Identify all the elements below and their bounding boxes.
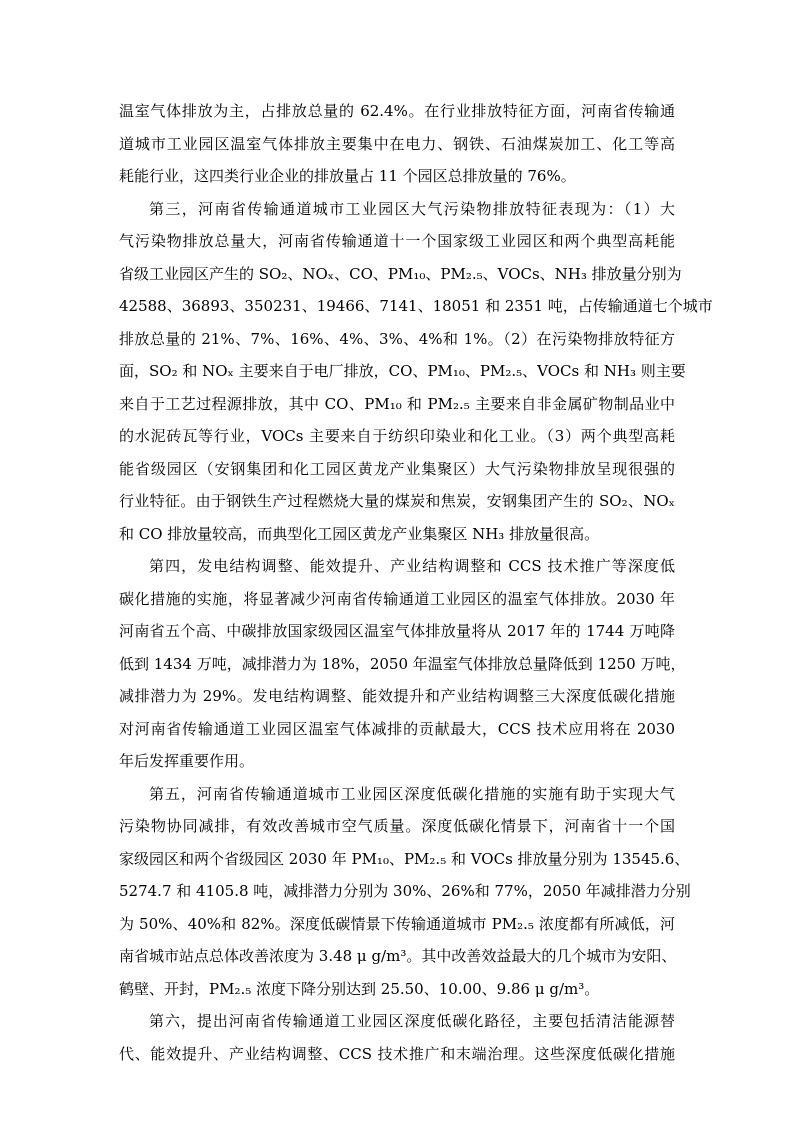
text-line: 气污染物排放总量大，河南省传输通道十一个国家级工业园区和两个典型高耗能	[119, 232, 675, 250]
text-line: 对河南省传输通道工业园区温室气体减排的贡献最大，CCS 技术应用将在 2030	[119, 720, 675, 738]
text-line: 行业特征。由于钢铁生产过程燃烧大量的煤炭和焦炭，安钢集团产生的 SO₂、NOₓ	[119, 492, 675, 510]
text-line: 第五，河南省传输通道城市工业园区深度低碳化措施的实施有助于实现大气	[149, 785, 675, 803]
text-line: 碳化措施的实施，将显著减少河南省传输通道工业园区的温室气体排放。2030 年	[119, 590, 675, 608]
text-line: 面，SO₂ 和 NOₓ 主要来自于电厂排放，CO、PM₁₀、PM₂.₅、VOCs 和 NH₃ 则主要	[119, 362, 686, 380]
text-line: 耗能行业，这四类行业企业的排放量占 11 个园区总排放量的 76%。	[119, 167, 576, 185]
text-line: 第六，提出河南省传输通道工业园区深度低碳化路径，主要包括清洁能源替	[149, 1012, 675, 1030]
text-line: 污染物协同减排，有效改善城市空气质量。深度低碳化情景下，河南省十一个国	[119, 817, 675, 835]
text-line: 低到 1434 万吨，减排潜力为 18%，2050 年温室气体排放总量降低到 1250 万吨，	[119, 655, 686, 673]
text-line: 来自于工艺过程源排放，其中 CO、PM₁₀ 和 PM₂.₅ 主要来自非金属矿物制品业中	[119, 395, 675, 413]
text-line: 能省级园区（安钢集团和化工园区黄龙产业集聚区）大气污染物排放呈现很强的	[119, 460, 675, 478]
text-line: 代、能效提升、产业结构调整、CCS 技术推广和末端治理。这些深度低碳化措施	[119, 1045, 675, 1063]
text-line: 第四，发电结构调整、能效提升、产业结构调整和 CCS 技术推广等深度低	[149, 557, 675, 575]
text-line: 第三，河南省传输通道城市工业园区大气污染物排放特征表现为：（1）大	[149, 200, 675, 218]
text-line: 排放总量的 21%、7%、16%、4%、3%、4%和 1%。（2）在污染物排放特征方	[119, 330, 675, 348]
text-line: 42588、36893、350231、19466、7141、18051 和 2351 吨，占传输通道七个城市	[119, 297, 713, 315]
text-line: 河南省五个高、中碳排放国家级园区温室气体排放量将从 2017 年的 1744 万吨降	[119, 622, 675, 640]
text-line: 温室气体排放为主，占排放总量的 62.4%。在行业排放特征方面，河南省传输通	[119, 102, 675, 120]
text-line: 为 50%、40%和 82%。深度低碳情景下传输通道城市 PM₂.₅ 浓度都有所减低，河	[119, 915, 675, 933]
text-line: 和 CO 排放量较高，而典型化工园区黄龙产业集聚区 NH₃ 排放量很高。	[119, 525, 600, 543]
text-line: 年后发挥重要作用。	[119, 752, 255, 770]
text-line: 南省城市站点总体改善浓度为 3.48 μ g/m³。其中改善效益最大的几个城市为安阳、	[119, 947, 677, 965]
text-line: 家级园区和两个省级园区 2030 年 PM₁₀、PM₂.₅ 和 VOCs 排放量分别为 13545.6、	[119, 850, 690, 868]
text-line: 道城市工业园区温室气体排放主要集中在电力、钢铁、石油煤炭加工、化工等高	[119, 135, 675, 153]
text-line: 省级工业园区产生的 SO₂、NOₓ、CO、PM₁₀、PM₂.₅、VOCs、NH₃ 排放量分别为	[119, 265, 682, 283]
text-line: 鹤壁、开封，PM₂.₅ 浓度下降分别达到 25.50、10.00、9.86 μ g/m³。	[119, 980, 600, 998]
text-line: 减排潜力为 29%。发电结构调整、能效提升和产业结构调整三大深度低碳化措施	[119, 687, 675, 705]
text-line: 5274.7 和 4105.8 吨，减排潜力分别为 30%、26%和 77%，2050 年减排潜力分别	[119, 882, 691, 900]
text-line: 的水泥砖瓦等行业，VOCs 主要来自于纺织印染业和化工业。（3）两个典型高耗	[119, 427, 675, 445]
